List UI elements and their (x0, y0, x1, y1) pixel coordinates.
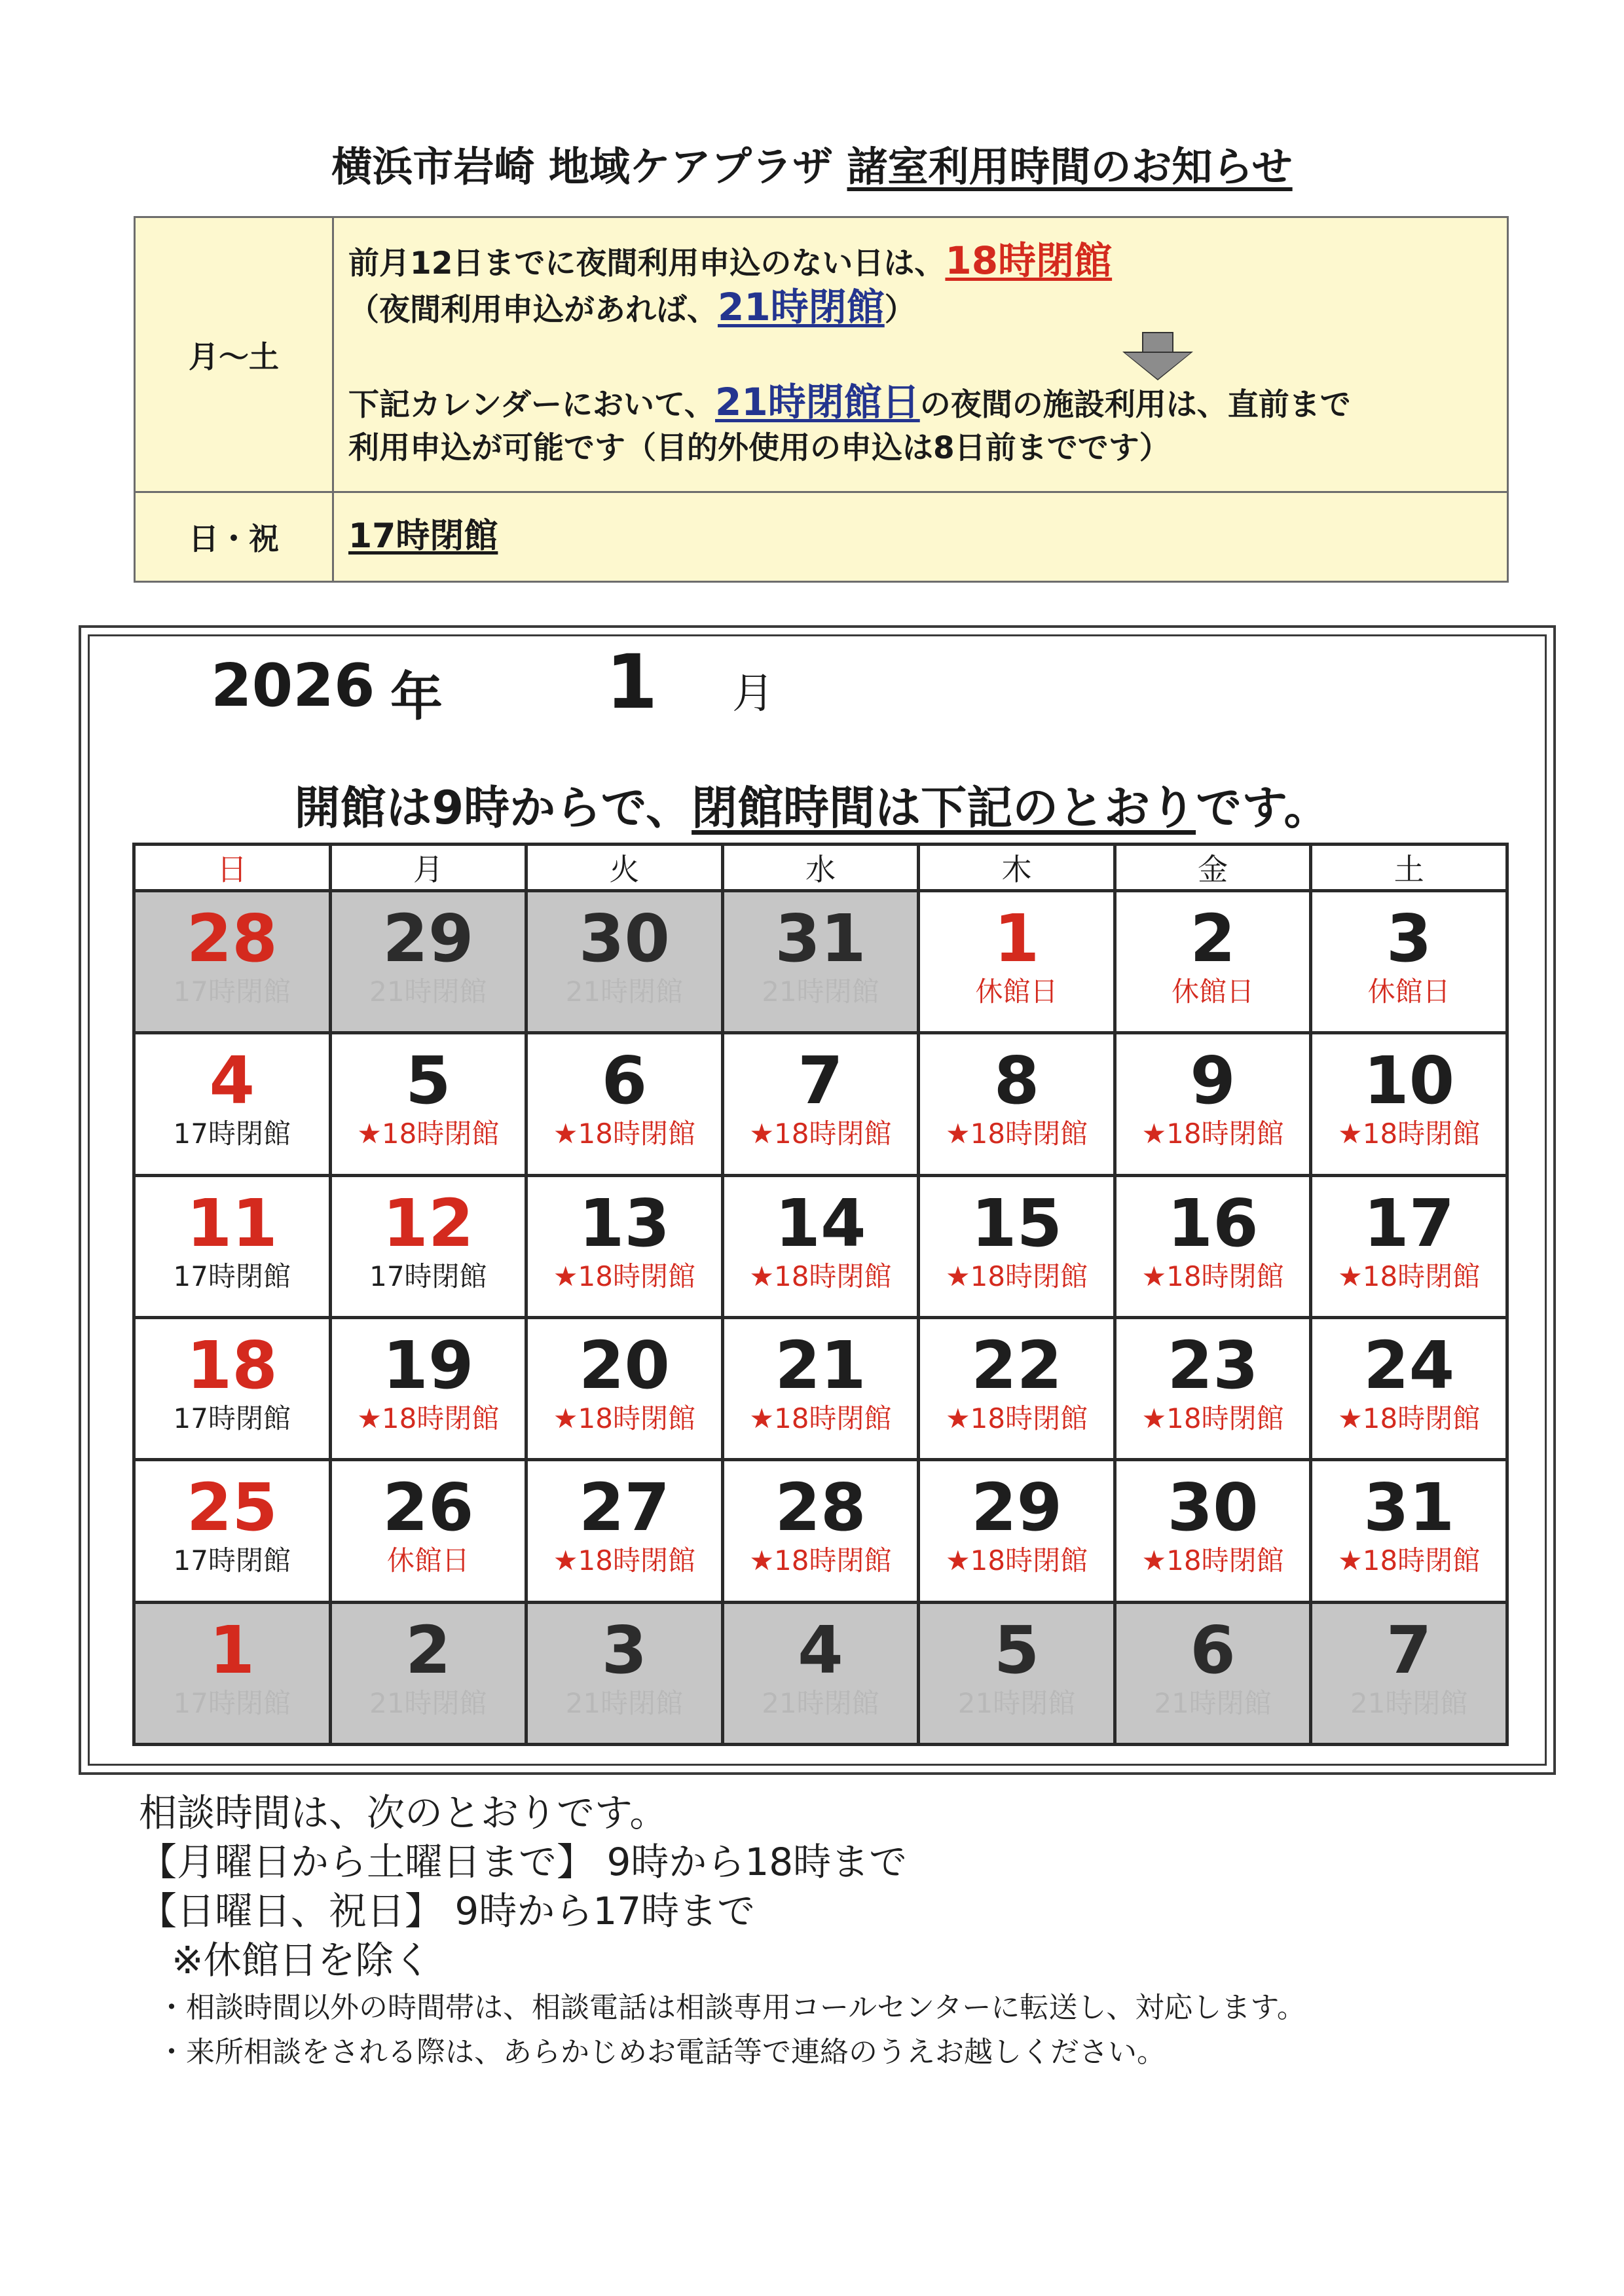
day-number: 4 (798, 1611, 843, 1688)
day-number: 28 (775, 1469, 866, 1546)
calendar-week-row (134, 1175, 1507, 1317)
calendar-day-cell (1311, 1317, 1507, 1459)
day-number: 16 (1167, 1184, 1259, 1262)
calendar-week-row (134, 1033, 1507, 1175)
calendar-day-cell (330, 1317, 526, 1459)
day-number: 3 (1386, 900, 1432, 977)
day-number: 6 (1190, 1611, 1236, 1688)
calendar-day-cell (134, 891, 331, 1033)
calendar-day-cell (722, 1033, 919, 1175)
calendar-day-cell (526, 1033, 723, 1175)
day-closing-note: 休館日 (1172, 975, 1255, 1008)
closing-21-highlight: 21時閉館 (718, 285, 885, 329)
calendar-day-cell (1115, 1317, 1311, 1459)
day-closing-note: 21時閉館 (369, 1686, 487, 1719)
day-closing-note: ★18時閉館 (945, 1118, 1088, 1150)
weekday-header: 日 (134, 845, 331, 891)
info-row-weekday (135, 217, 1508, 492)
day-number: 26 (382, 1469, 474, 1546)
day-number: 7 (798, 1042, 843, 1120)
day-number: 10 (1363, 1042, 1455, 1120)
calendar-month: 1 (606, 638, 658, 725)
day-number: 6 (601, 1042, 648, 1120)
closing-21-day-highlight: 21時閉館日 (715, 380, 920, 424)
info-line-3 (348, 380, 1494, 427)
info-line-2-close: ） (884, 292, 915, 328)
day-number: 8 (993, 1042, 1040, 1120)
day-number: 31 (1363, 1469, 1455, 1546)
info-line-3-post: の夜間の施設利用は、直前まで (919, 387, 1351, 423)
day-closing-note: ★18時閉館 (749, 1260, 892, 1292)
calendar-note-pre: 開館は9時からで、 (294, 781, 692, 835)
day-number: 30 (1167, 1469, 1259, 1546)
consultation-exclusion: ※休館日を除く (172, 1938, 432, 1982)
day-closing-note: ★18時閉館 (1338, 1118, 1481, 1150)
day-number: 2 (405, 1611, 451, 1688)
day-number: 22 (970, 1326, 1063, 1404)
calendar-year: 2026 (211, 651, 375, 720)
info-line-1 (348, 239, 1494, 285)
calendar-day-cell (330, 1033, 526, 1175)
day-number: 20 (578, 1326, 670, 1404)
day-number: 29 (382, 900, 474, 977)
weekday-header: 木 (919, 845, 1115, 891)
day-closing-note: ★18時閉館 (1338, 1402, 1481, 1434)
title-facility: 横浜市岩崎 地域ケアプラザ (331, 143, 847, 191)
info-line-1-text: 前月12日までに夜間利用申込のない日は、 (348, 246, 946, 282)
calendar-day-cell (1311, 1602, 1507, 1744)
day-number: 29 (970, 1469, 1063, 1546)
day-closing-note: 17時閉館 (173, 1402, 291, 1434)
calendar-day-cell (1115, 1033, 1311, 1175)
down-arrow-icon (348, 332, 1494, 380)
day-closing-note: ★18時閉館 (1141, 1118, 1284, 1150)
consultation-bullet-2: ・来所相談をされる際は、あらかじめお電話等で連絡のうえお越しください。 (157, 2035, 1166, 2069)
day-number: 15 (970, 1184, 1063, 1262)
calendar-day-cell (134, 1460, 331, 1602)
title-subject: 諸室利用時間のお知らせ (847, 143, 1293, 191)
day-closing-note: 21時閉館 (565, 975, 684, 1008)
day-number: 24 (1363, 1326, 1455, 1404)
calendar-day-cell (722, 1317, 919, 1459)
day-closing-note: 休館日 (975, 975, 1058, 1008)
calendar-day-cell (1115, 891, 1311, 1033)
calendar-week-row (134, 1602, 1507, 1744)
day-number: 30 (578, 900, 670, 977)
calendar-day-cell (330, 891, 526, 1033)
weekday-header: 土 (1311, 845, 1507, 891)
calendar-year-unit: 年 (390, 666, 443, 727)
calendar-day-cell (1115, 1602, 1311, 1744)
day-number: 1 (993, 900, 1040, 977)
day-number: 14 (775, 1184, 866, 1262)
calendar-day-cell (722, 1460, 919, 1602)
day-closing-note: 21時閉館 (1154, 1686, 1272, 1719)
day-closing-note: 17時閉館 (173, 1118, 291, 1150)
day-number: 5 (405, 1042, 451, 1120)
day-number: 12 (382, 1184, 474, 1262)
calendar-day-cell (134, 1175, 331, 1317)
weekday-header: 月 (330, 845, 526, 891)
day-closing-note: ★18時閉館 (749, 1544, 892, 1577)
day-number: 2 (1190, 900, 1236, 977)
day-closing-note: 21時閉館 (565, 1686, 684, 1719)
calendar-day-cell (330, 1460, 526, 1602)
day-closing-note: ★18時閉館 (945, 1260, 1088, 1292)
day-closing-note: 17時閉館 (173, 975, 291, 1008)
day-number: 9 (1190, 1042, 1236, 1120)
calendar-day-cell (1115, 1175, 1311, 1317)
calendar-day-cell (919, 891, 1115, 1033)
calendar-day-cell (1115, 1460, 1311, 1602)
info-line-2-text: （夜間利用申込があれば、 (348, 292, 718, 328)
calendar-day-cell (526, 1602, 723, 1744)
consultation-holiday: 【日曜日、祝日】 9時から17時まで (139, 1889, 756, 1933)
day-closing-note: ★18時閉館 (553, 1402, 695, 1434)
day-closing-note: ★18時閉館 (1141, 1260, 1284, 1292)
day-closing-note: ★18時閉館 (357, 1118, 500, 1150)
calendar-week-row (134, 891, 1507, 1033)
day-number: 11 (186, 1184, 278, 1262)
calendar-day-cell (919, 1175, 1115, 1317)
info-line-4: 利用申込が可能です（目的外使用の申込は8日前までです） (348, 430, 1170, 466)
calendar-month-unit: 月 (732, 670, 774, 718)
day-closing-note: 17時閉館 (173, 1260, 291, 1292)
calendar-day-cell (1311, 891, 1507, 1033)
day-closing-note: 21時閉館 (369, 975, 487, 1008)
day-closing-note: ★18時閉館 (553, 1118, 695, 1150)
weekday-label: 月～土 (135, 217, 333, 492)
calendar-note-post: です。 (1196, 781, 1330, 835)
info-row-holiday (135, 492, 1508, 582)
calendar-day-cell (526, 1317, 723, 1459)
day-number: 5 (993, 1611, 1040, 1688)
day-number: 7 (1386, 1611, 1432, 1688)
calendar-week-row (134, 1317, 1507, 1459)
day-number: 27 (578, 1469, 670, 1546)
calendar-day-cell (722, 891, 919, 1033)
day-number: 3 (601, 1611, 648, 1688)
consultation-weekday: 【月曜日から土曜日まで】 9時から18時まで (139, 1840, 908, 1884)
day-closing-note: 21時閉館 (762, 1686, 879, 1719)
day-closing-note: 17時閉館 (369, 1260, 487, 1292)
day-number: 1 (209, 1611, 255, 1688)
day-closing-note: ★18時閉館 (1141, 1402, 1284, 1434)
weekday-content (333, 217, 1508, 492)
day-number: 4 (209, 1042, 255, 1120)
calendar-day-cell (919, 1460, 1115, 1602)
day-closing-note: ★18時閉館 (749, 1118, 892, 1150)
calendar-day-cell (330, 1175, 526, 1317)
day-closing-note: 21時閉館 (957, 1686, 1076, 1719)
day-number: 25 (186, 1469, 278, 1546)
day-closing-note: ★18時閉館 (945, 1402, 1088, 1434)
info-line-3-text: 下記カレンダーにおいて、 (348, 387, 716, 423)
calendar-day-cell (134, 1033, 331, 1175)
weekday-header: 火 (526, 845, 723, 891)
info-table (134, 216, 1509, 583)
calendar-day-cell (526, 891, 723, 1033)
day-closing-note: ★18時閉館 (1338, 1544, 1481, 1577)
day-closing-note: ★18時閉館 (553, 1260, 695, 1292)
day-closing-note: ★18時閉館 (1338, 1260, 1481, 1292)
calendar-day-cell (1311, 1460, 1507, 1602)
calendar-day-cell (134, 1317, 331, 1459)
day-number: 13 (578, 1184, 670, 1262)
calendar-week-row (134, 1460, 1507, 1602)
day-closing-note: ★18時閉館 (553, 1544, 695, 1577)
weekday-header-row (134, 845, 1507, 891)
day-number: 23 (1167, 1326, 1259, 1404)
day-number: 28 (186, 900, 278, 977)
day-closing-note: ★18時閉館 (357, 1402, 500, 1434)
consultation-intro: 相談時間は、次のとおりです。 (139, 1791, 668, 1835)
day-closing-note: ★18時閉館 (749, 1402, 892, 1434)
holiday-content (333, 492, 1508, 582)
calendar-day-cell (722, 1602, 919, 1744)
calendar-note-underlined: 閉館時間は下記のとおり (692, 781, 1196, 835)
closing-18-highlight: 18時閉館 (945, 238, 1113, 283)
day-closing-note: 17時閉館 (173, 1686, 291, 1719)
day-closing-note: 休館日 (386, 1544, 470, 1577)
day-closing-note: 21時閉館 (1350, 1686, 1468, 1719)
weekday-header: 金 (1115, 845, 1311, 891)
day-closing-note: 休館日 (1367, 975, 1450, 1008)
day-closing-note: 17時閉館 (173, 1544, 291, 1577)
calendar-day-cell (134, 1602, 331, 1744)
holiday-label: 日・祝 (135, 492, 333, 582)
day-number: 21 (775, 1326, 866, 1404)
consultation-bullet-1: ・相談時間以外の時間帯は、相談電話は相談専用コールセンターに転送し、対応します。 (157, 1991, 1306, 2024)
day-number: 18 (186, 1326, 278, 1404)
info-line-2 (348, 285, 1494, 332)
calendar-note (0, 771, 1624, 837)
calendar-day-cell (1311, 1033, 1507, 1175)
page-title (0, 134, 1624, 192)
calendar-body (134, 891, 1507, 1745)
day-number: 17 (1363, 1184, 1455, 1262)
calendar-day-cell (919, 1317, 1115, 1459)
calendar-day-cell (919, 1602, 1115, 1744)
calendar-day-cell (919, 1033, 1115, 1175)
calendar-day-cell (722, 1175, 919, 1317)
weekday-header: 水 (722, 845, 919, 891)
day-number: 31 (775, 900, 866, 977)
day-closing-note: ★18時閉館 (1141, 1544, 1284, 1577)
calendar-day-cell (1311, 1175, 1507, 1317)
calendar-day-cell (526, 1175, 723, 1317)
calendar-day-cell (330, 1602, 526, 1744)
holiday-closing: 17時閉館 (348, 517, 498, 556)
day-closing-note: ★18時閉館 (945, 1544, 1088, 1577)
day-number: 19 (382, 1326, 474, 1404)
day-closing-note: 21時閉館 (762, 975, 879, 1008)
calendar-grid (132, 843, 1509, 1746)
calendar-day-cell (526, 1460, 723, 1602)
